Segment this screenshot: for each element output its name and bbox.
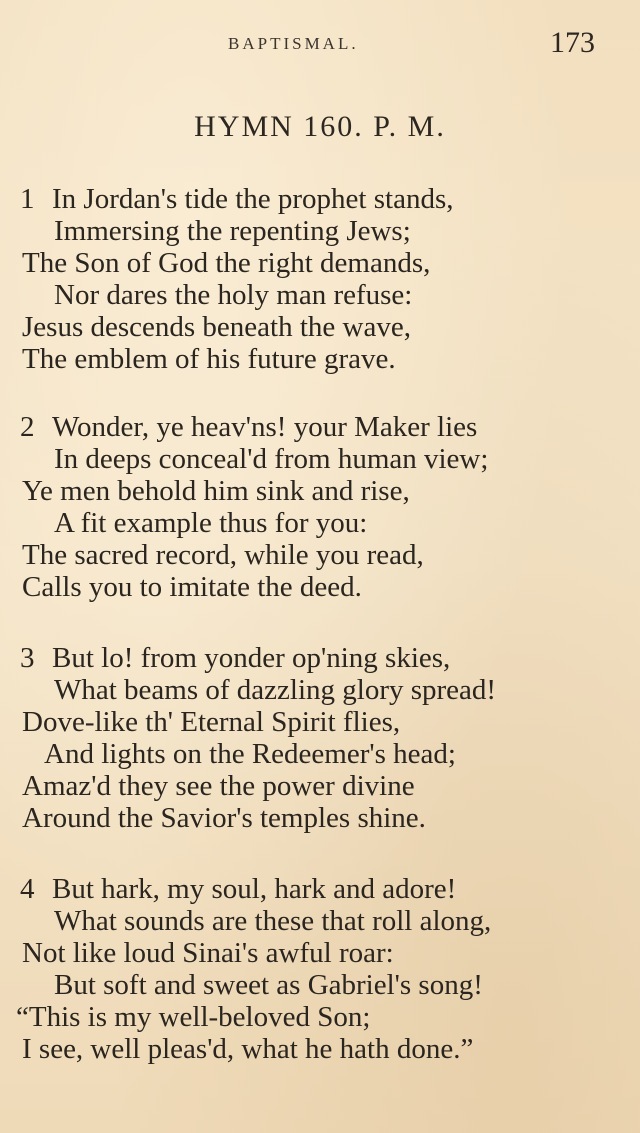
stanza-line: [20, 183, 453, 215]
stanza-line: The emblem of his future grave.: [22, 343, 396, 375]
stanza-line: A fit example thus for you:: [54, 507, 368, 539]
running-title: BAPTISMAL.: [228, 34, 359, 53]
stanza-line: But soft and sweet as Gabriel's song!: [54, 969, 483, 1001]
stanza-line: Not like loud Sinai's awful roar:: [22, 937, 394, 969]
running-head: [0, 26, 640, 64]
stanza-line: The Son of God the right demands,: [22, 247, 431, 279]
stanza-line: Jesus descends beneath the wave,: [22, 311, 411, 343]
verse-text: But hark, my soul, hark and adore!: [52, 873, 457, 905]
stanza-line: Nor dares the holy man refuse:: [54, 279, 413, 311]
stanza-line: Around the Savior's temples shine.: [22, 802, 426, 834]
stanza-line: [20, 411, 477, 443]
stanza-number: 2: [20, 411, 35, 443]
verse-text: Wonder, ye heav'ns! your Maker lies: [52, 411, 478, 443]
stanza-line: In deeps conceal'd from human view;: [54, 443, 489, 475]
stanza-line: Amaz'd they see the power divine: [22, 770, 415, 802]
hymn-title: HYMN 160. P. M.: [194, 110, 446, 143]
stanza-line: The sacred record, while you read,: [22, 539, 424, 571]
stanza-number: 4: [20, 873, 35, 905]
page-number: 173: [550, 26, 595, 59]
stanza-number: 3: [20, 642, 35, 674]
stanza-line: What sounds are these that roll along,: [54, 905, 492, 937]
verse-text: In Jordan's tide the prophet stands,: [52, 183, 454, 215]
stanza-line: “This is my well-beloved Son;: [16, 1001, 371, 1033]
stanza-line: [20, 873, 456, 905]
stanza-line: I see, well pleas'd, what he hath done.”: [22, 1033, 474, 1065]
stanza-line: [20, 642, 450, 674]
stanza-number: 1: [20, 183, 35, 215]
stanza-line: What beams of dazzling glory spread!: [54, 674, 497, 706]
verse-text: But lo! from yonder op'ning skies,: [52, 642, 451, 674]
stanza-line: Ye men behold him sink and rise,: [22, 475, 410, 507]
stanza-line: Calls you to imitate the deed.: [22, 571, 362, 603]
stanza-line: Immersing the repenting Jews;: [54, 215, 411, 247]
stanza-line: Dove-like th' Eternal Spirit flies,: [22, 706, 401, 738]
stanza-line: And lights on the Redeemer's head;: [44, 738, 456, 770]
